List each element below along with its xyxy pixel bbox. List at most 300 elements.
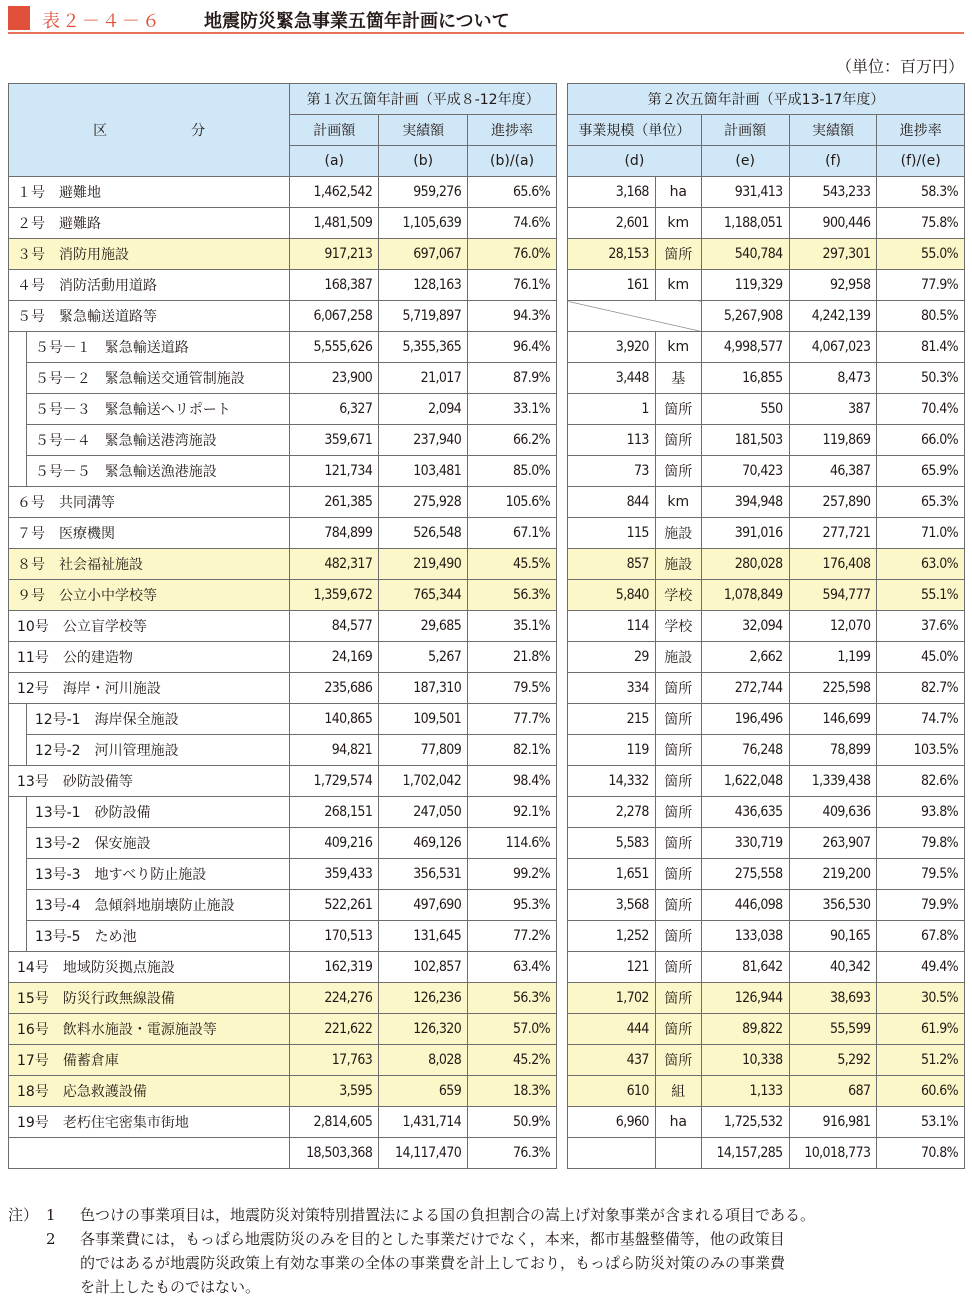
plan2-actual: 1,339,438: [789, 766, 877, 797]
project-scale: 437: [568, 1045, 656, 1076]
project-scale: 113: [568, 425, 656, 456]
scale-unit: 組: [655, 1076, 701, 1107]
row-label: ５号－５ 緊急輸送漁港施設: [26, 456, 290, 487]
scale-unit: km: [655, 487, 701, 518]
table-row: [9, 518, 557, 549]
plan2-actual: 4,242,139: [789, 301, 877, 332]
row-label: １号 避難地: [9, 177, 290, 208]
indent-cell: [9, 394, 27, 425]
plan2-actual: 146,699: [789, 704, 877, 735]
category-header: 区 分: [9, 84, 290, 177]
scale-unit: 箇所: [655, 239, 701, 270]
plan1-actual: 102,857: [379, 952, 468, 983]
table-row: [9, 983, 557, 1014]
col-b-header: (b): [379, 146, 468, 177]
table-row: [568, 735, 965, 766]
plan1-actual: 5,719,897: [379, 301, 468, 332]
table-row: [568, 456, 965, 487]
plan2-amount: 181,503: [701, 425, 789, 456]
table-row: [568, 952, 965, 983]
plan1-rate: 56.3%: [468, 983, 557, 1014]
plan2-amount: 275,558: [701, 859, 789, 890]
table-row: [9, 766, 557, 797]
indent-cell: [9, 890, 27, 921]
row-label: 13号-2 保安施設: [26, 828, 290, 859]
plan2-actual: 12,070: [789, 611, 877, 642]
plan2-amount: 446,098: [701, 890, 789, 921]
project-scale: 3,568: [568, 890, 656, 921]
row-label: ５号－１ 緊急輸送道路: [26, 332, 290, 363]
table-row: [568, 1045, 965, 1076]
project-scale: 3,448: [568, 363, 656, 394]
scale-unit: 施設: [655, 642, 701, 673]
plan2-rate: 53.1%: [877, 1107, 965, 1138]
plan1-actual: 765,344: [379, 580, 468, 611]
plan1-amount: 18,503,368: [290, 1138, 379, 1169]
plan1-actual: 126,320: [379, 1014, 468, 1045]
plan1-amount: 2,814,605: [290, 1107, 379, 1138]
plan1-actual: 187,310: [379, 673, 468, 704]
scale-unit: 箇所: [655, 828, 701, 859]
scale-unit: 箇所: [655, 921, 701, 952]
plan1-amount: 917,213: [290, 239, 379, 270]
scale-unit: [655, 1138, 701, 1169]
table-row: [9, 890, 557, 921]
plan1-actual: 526,548: [379, 518, 468, 549]
row-label: ６号 共同溝等: [9, 487, 290, 518]
indent-cell: [9, 704, 27, 735]
table-row: [9, 921, 557, 952]
plan2-rate: 74.7%: [877, 704, 965, 735]
plan2-amount: 5,267,908: [701, 301, 789, 332]
plan1-amount: 17,763: [290, 1045, 379, 1076]
scale-unit: 箇所: [655, 456, 701, 487]
plan1-amount: 224,276: [290, 983, 379, 1014]
plan2-amount: 119,329: [701, 270, 789, 301]
table-row: [568, 363, 965, 394]
row-label: 13号-4 急傾斜地崩壊防止施設: [26, 890, 290, 921]
plan2-rate: 93.8%: [877, 797, 965, 828]
row-label: ７号 医療機関: [9, 518, 290, 549]
plan2-actual: 55,599: [789, 1014, 877, 1045]
plan1-rate: 50.9%: [468, 1107, 557, 1138]
plan1-rate: 77.2%: [468, 921, 557, 952]
col-f-header: (f): [789, 146, 877, 177]
plan1-rate: 18.3%: [468, 1076, 557, 1107]
plan2-rate: 37.6%: [877, 611, 965, 642]
plan2-actual: 40,342: [789, 952, 877, 983]
scale-header: 事業規模（単位）: [568, 115, 702, 146]
table-row: [9, 425, 557, 456]
table-row: [9, 549, 557, 580]
table-row: [568, 766, 965, 797]
table-row: [568, 828, 965, 859]
plan1-rate: 63.4%: [468, 952, 557, 983]
project-scale: 6,960: [568, 1107, 656, 1138]
plan2-actual: 46,387: [789, 456, 877, 487]
row-label: ３号 消防用施設: [9, 239, 290, 270]
plan2-amount: 1,725,532: [701, 1107, 789, 1138]
scale-unit: 箇所: [655, 766, 701, 797]
row-label: 19号 老朽住宅密集市街地: [9, 1107, 290, 1138]
plan2-rate: 103.5%: [877, 735, 965, 766]
plan2-amount: 550: [701, 394, 789, 425]
table-row: [568, 518, 965, 549]
plan1-actual: 109,501: [379, 704, 468, 735]
plan2-rate: 58.3%: [877, 177, 965, 208]
plan1-header: 第１次五箇年計画（平成８-12年度）: [290, 84, 557, 115]
progress-rate-header: 進捗率: [877, 115, 965, 146]
table-row: [568, 1107, 965, 1138]
row-label: 12号-2 河川管理施設: [26, 735, 290, 766]
plan1-rate: 94.3%: [468, 301, 557, 332]
table-row: [568, 487, 965, 518]
table-row: [568, 1014, 965, 1045]
plan2-amount: 280,028: [701, 549, 789, 580]
plan2-amount: 14,157,285: [701, 1138, 789, 1169]
plan2-rate: 45.0%: [877, 642, 965, 673]
plan1-rate: 74.6%: [468, 208, 557, 239]
indent-cell: [9, 921, 27, 952]
plan1-amount: 162,319: [290, 952, 379, 983]
plan2-actual: 8,473: [789, 363, 877, 394]
plan1-amount: 359,671: [290, 425, 379, 456]
table-row: [568, 394, 965, 425]
project-scale: 610: [568, 1076, 656, 1107]
title-marker: [8, 6, 30, 30]
plan2-rate: 75.8%: [877, 208, 965, 239]
table-row: [9, 735, 557, 766]
plan2-table: [567, 83, 965, 1169]
plan1-actual: 959,276: [379, 177, 468, 208]
project-scale: 1,252: [568, 921, 656, 952]
plan2-rate: 63.0%: [877, 549, 965, 580]
plan2-amount: 32,094: [701, 611, 789, 642]
table-row: [9, 642, 557, 673]
row-label: 16号 飲料水施設・電源施設等: [9, 1014, 290, 1045]
table-row: [568, 890, 965, 921]
plan1-actual: 1,431,714: [379, 1107, 468, 1138]
plan1-amount: 1,481,509: [290, 208, 379, 239]
plan1-rate: 96.4%: [468, 332, 557, 363]
scale-unit: ha: [655, 1107, 701, 1138]
plan1-amount: 6,327: [290, 394, 379, 425]
project-scale: 215: [568, 704, 656, 735]
plan2-rate: 51.2%: [877, 1045, 965, 1076]
note-2-text-end: を計上したものではない。: [80, 1278, 261, 1296]
table-row: [568, 704, 965, 735]
table-row: [568, 580, 965, 611]
plan2-amount: 89,822: [701, 1014, 789, 1045]
plan2-actual: 225,598: [789, 673, 877, 704]
table-row: [568, 983, 965, 1014]
table-row: [9, 301, 557, 332]
plan2-amount: 16,855: [701, 363, 789, 394]
plan1-rate: 114.6%: [468, 828, 557, 859]
plan2-actual: 38,693: [789, 983, 877, 1014]
indent-cell: [9, 425, 27, 456]
scale-unit: 施設: [655, 518, 701, 549]
plan1-actual: 219,490: [379, 549, 468, 580]
table-row: [568, 208, 965, 239]
plan1-actual: 77,809: [379, 735, 468, 766]
plan1-amount: 140,865: [290, 704, 379, 735]
indent-cell: [9, 363, 27, 394]
plan1-amount: 1,729,574: [290, 766, 379, 797]
plan2-rate: 71.0%: [877, 518, 965, 549]
project-scale: 2,278: [568, 797, 656, 828]
project-scale: 1,651: [568, 859, 656, 890]
plan1-amount: 84,577: [290, 611, 379, 642]
scale-unit: 基: [655, 363, 701, 394]
row-label: 13号-5 ため池: [26, 921, 290, 952]
plan1-rate: 105.6%: [468, 487, 557, 518]
plan1-actual: 8,028: [379, 1045, 468, 1076]
scale-unit: 学校: [655, 580, 701, 611]
project-scale: 14,332: [568, 766, 656, 797]
table-row: [9, 208, 557, 239]
plan2-amount: 394,948: [701, 487, 789, 518]
plan2-rate: 30.5%: [877, 983, 965, 1014]
indent-cell: [9, 332, 27, 363]
plan2-rate: 50.3%: [877, 363, 965, 394]
row-label: 11号 公的建造物: [9, 642, 290, 673]
row-label: 13号-1 砂防設備: [26, 797, 290, 828]
plan2-actual: 1,199: [789, 642, 877, 673]
project-scale: 73: [568, 456, 656, 487]
plan1-rate: 92.1%: [468, 797, 557, 828]
scale-unit: 箇所: [655, 704, 701, 735]
row-label: ５号－３ 緊急輸送ヘリポート: [26, 394, 290, 425]
note-2-number: 2: [46, 1230, 56, 1248]
table-row: [568, 611, 965, 642]
scale-unit: 学校: [655, 611, 701, 642]
plan1-actual: 29,685: [379, 611, 468, 642]
plan1-actual: 126,236: [379, 983, 468, 1014]
plan1-actual: 697,067: [379, 239, 468, 270]
table-row: [568, 1076, 965, 1107]
col-e-header: (e): [701, 146, 789, 177]
col-ba-header: (b)/(a): [468, 146, 557, 177]
table-row: [568, 921, 965, 952]
project-scale: 3,168: [568, 177, 656, 208]
plan2-amount: 391,016: [701, 518, 789, 549]
plan1-amount: 235,686: [290, 673, 379, 704]
plan1-rate: 21.8%: [468, 642, 557, 673]
plan2-rate: 66.0%: [877, 425, 965, 456]
plan1-amount: 1,462,542: [290, 177, 379, 208]
scale-unit: 箇所: [655, 952, 701, 983]
plan2-header: 第２次五箇年計画（平成13-17年度）: [568, 84, 965, 115]
plan2-amount: 4,998,577: [701, 332, 789, 363]
plan1-amount: 482,317: [290, 549, 379, 580]
plan2-rate: 65.3%: [877, 487, 965, 518]
table-row: [9, 797, 557, 828]
plan2-amount: 1,078,849: [701, 580, 789, 611]
row-label: 14号 地域防災拠点施設: [9, 952, 290, 983]
table-row: [9, 611, 557, 642]
table-row: [9, 487, 557, 518]
table-row: [9, 1014, 557, 1045]
plan1-rate: 79.5%: [468, 673, 557, 704]
project-scale: 444: [568, 1014, 656, 1045]
plan2-actual: 78,899: [789, 735, 877, 766]
plan1-actual: 103,481: [379, 456, 468, 487]
plan1-amount: 5,555,626: [290, 332, 379, 363]
project-scale: 29: [568, 642, 656, 673]
plan1-actual: 14,117,470: [379, 1138, 468, 1169]
row-label: 15号 防災行政無線設備: [9, 983, 290, 1014]
plan1-amount: 168,387: [290, 270, 379, 301]
project-scale: 161: [568, 270, 656, 301]
plan2-amount: 196,496: [701, 704, 789, 735]
plan2-amount: 436,635: [701, 797, 789, 828]
plan2-rate: 79.9%: [877, 890, 965, 921]
plan1-amount: 221,622: [290, 1014, 379, 1045]
plan1-actual: 1,702,042: [379, 766, 468, 797]
plan2-actual: 219,200: [789, 859, 877, 890]
plan2-rate: 77.9%: [877, 270, 965, 301]
row-label: 12号-1 海岸保全施設: [26, 704, 290, 735]
table-row: [568, 177, 965, 208]
plan1-rate: 76.1%: [468, 270, 557, 301]
table-row: [9, 673, 557, 704]
plan1-actual: 5,267: [379, 642, 468, 673]
plan1-rate: 76.0%: [468, 239, 557, 270]
plan1-rate: 65.6%: [468, 177, 557, 208]
table-row: [9, 704, 557, 735]
plan2-actual: 92,958: [789, 270, 877, 301]
note-1-number: 1: [46, 1206, 56, 1224]
plan1-rate: 45.5%: [468, 549, 557, 580]
table-row: [568, 673, 965, 704]
plan1-amount: 23,900: [290, 363, 379, 394]
plan2-amount: 931,413: [701, 177, 789, 208]
table-row: [9, 1138, 557, 1169]
plan2-actual: 277,721: [789, 518, 877, 549]
plan1-amount: 1,359,672: [290, 580, 379, 611]
plan2-amount: 1,133: [701, 1076, 789, 1107]
project-scale: 5,840: [568, 580, 656, 611]
indent-cell: [9, 735, 27, 766]
plan2-amount: 81,642: [701, 952, 789, 983]
plan1-rate: 77.7%: [468, 704, 557, 735]
plan2-rate: 49.4%: [877, 952, 965, 983]
plan2-amount: 70,423: [701, 456, 789, 487]
project-scale: [568, 1138, 656, 1169]
plan2-amount: 126,944: [701, 983, 789, 1014]
row-label: 12号 海岸・河川施設: [9, 673, 290, 704]
plan1-actual: 1,105,639: [379, 208, 468, 239]
table-row: [568, 797, 965, 828]
plan1-amount: 409,216: [290, 828, 379, 859]
project-scale: 844: [568, 487, 656, 518]
table-row: [568, 270, 965, 301]
plan2-actual: 10,018,773: [789, 1138, 877, 1169]
plan1-amount: 3,595: [290, 1076, 379, 1107]
plan2-rate: 79.5%: [877, 859, 965, 890]
plan1-actual: 237,940: [379, 425, 468, 456]
plan1-table: [8, 83, 557, 1169]
plan2-actual: 687: [789, 1076, 877, 1107]
scale-unit: km: [655, 270, 701, 301]
plan2-amount: 272,744: [701, 673, 789, 704]
row-label: ５号 緊急輸送道路等: [9, 301, 290, 332]
scale-unit: 箇所: [655, 673, 701, 704]
table-number: 表２－４－６: [42, 11, 162, 32]
plan1-amount: 522,261: [290, 890, 379, 921]
table-row: [9, 580, 557, 611]
plan1-rate: 57.0%: [468, 1014, 557, 1045]
indent-cell: [9, 456, 27, 487]
notes-prefix: 注）: [8, 1206, 39, 1224]
scale-unit: 箇所: [655, 983, 701, 1014]
table-row: [9, 828, 557, 859]
row-label: ９号 公立小中学校等: [9, 580, 290, 611]
plan2-amount: 133,038: [701, 921, 789, 952]
plan2-actual: 543,233: [789, 177, 877, 208]
row-label: ８号 社会福祉施設: [9, 549, 290, 580]
scale-unit: 箇所: [655, 425, 701, 456]
row-label: [9, 1138, 290, 1169]
actual-amount-header: 実績額: [789, 115, 877, 146]
scale-unit: 箇所: [655, 1045, 701, 1076]
project-scale: 119: [568, 735, 656, 766]
actual-amount-header: 実績額: [379, 115, 468, 146]
table-row: [9, 859, 557, 890]
scale-unit: 箇所: [655, 797, 701, 828]
title-bar: [8, 6, 964, 34]
plan2-rate: 65.9%: [877, 456, 965, 487]
unit-note: （単位：百万円）: [835, 57, 964, 76]
row-label: ５号－４ 緊急輸送港湾施設: [26, 425, 290, 456]
row-label: 10号 公立盲学校等: [9, 611, 290, 642]
table-row: [9, 1107, 557, 1138]
plan1-actual: 2,094: [379, 394, 468, 425]
plan1-rate: 87.9%: [468, 363, 557, 394]
plan1-rate: 33.1%: [468, 394, 557, 425]
table-row: [9, 363, 557, 394]
plan1-rate: 56.3%: [468, 580, 557, 611]
col-d-header: (d): [568, 146, 702, 177]
plan1-amount: 121,734: [290, 456, 379, 487]
plan2-amount: 1,622,048: [701, 766, 789, 797]
project-scale: 5,583: [568, 828, 656, 859]
table-row: [568, 332, 965, 363]
plan1-amount: 268,151: [290, 797, 379, 828]
plan2-amount: 10,338: [701, 1045, 789, 1076]
plan2-actual: 263,907: [789, 828, 877, 859]
plan2-actual: 356,530: [789, 890, 877, 921]
plan2-actual: 4,067,023: [789, 332, 877, 363]
table-row: [9, 456, 557, 487]
plan1-amount: 94,821: [290, 735, 379, 766]
project-scale: 115: [568, 518, 656, 549]
plan2-rate: 55.1%: [877, 580, 965, 611]
table-row: [9, 1045, 557, 1076]
table-row: [568, 549, 965, 580]
plan2-rate: 60.6%: [877, 1076, 965, 1107]
plan1-actual: 497,690: [379, 890, 468, 921]
plan1-amount: 784,899: [290, 518, 379, 549]
table-row: [9, 394, 557, 425]
plan2-amount: 330,719: [701, 828, 789, 859]
table-row: [9, 1076, 557, 1107]
row-label: ４号 消防活動用道路: [9, 270, 290, 301]
plan1-rate: 67.1%: [468, 518, 557, 549]
scale-unit: 箇所: [655, 1014, 701, 1045]
scale-unit: 施設: [655, 549, 701, 580]
